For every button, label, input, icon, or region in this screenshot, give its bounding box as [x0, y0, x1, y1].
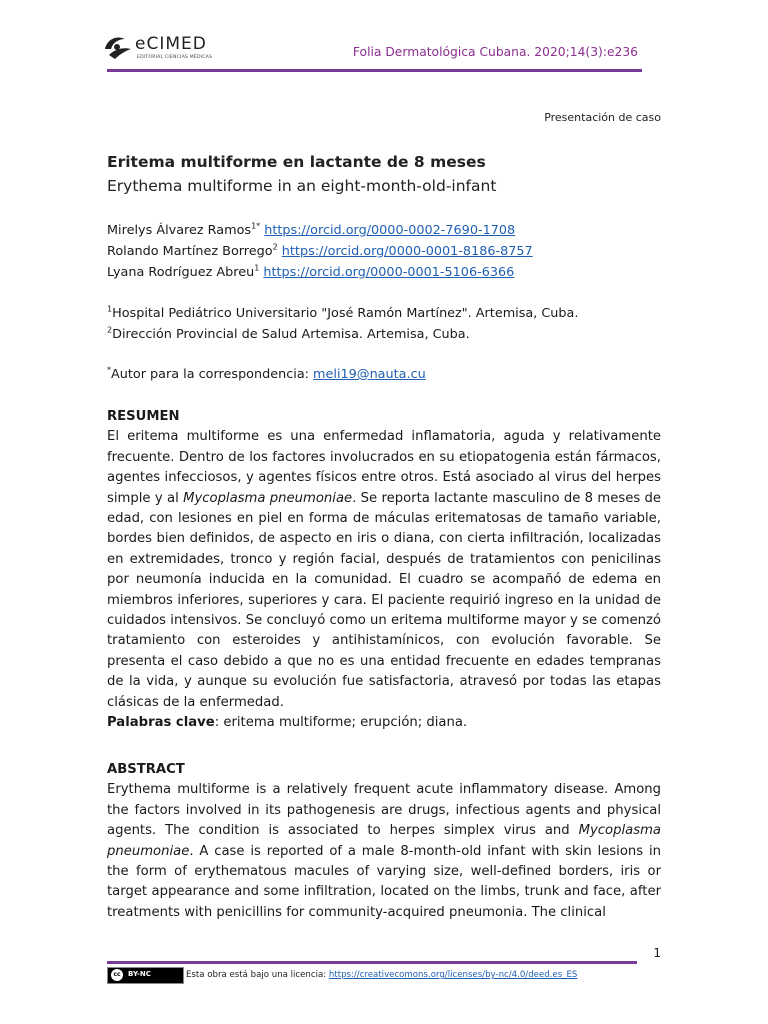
- resumen-text-part: . Se reporta lactante masculino de 8 meses de edad, con lesiones en piel en forma de máculas eritematosas de tamaño variable, bordes bien definidos, de aspecto en iris o diana, con cierta infiltración, localizadas en extremidades, tronco y región facial, después de tratamientos con penicilinas por neumonía inducida en la comunidad. El cuadro se acompañó de edema en miembros inferiores, superiores y cara. El paciente requirió ingreso en la unidad de cuidados intensivos. Se concluyó como un eritema multiforme mayor y se comenzó tratamiento con esteroides y antihistamínicos, con evolución favorable. Se presenta el caso debido a que no es una entidad frecuente en edades tempranas de la vida, y aunque su evolución fue satisfactoria, atravesó por todas las etapas clásicas de la enfermedad.: [107, 490, 661, 710]
- cc-icon: cc: [111, 969, 123, 981]
- article-type: Presentación de caso: [544, 111, 661, 124]
- correspondence-mark: *: [107, 365, 111, 375]
- header-divider: [107, 69, 642, 72]
- correspondence-email-link[interactable]: meli19@nauta.cu: [313, 367, 426, 382]
- affiliation-mark: 1: [107, 304, 113, 314]
- keywords-label: Palabras clave: [107, 715, 215, 731]
- orcid-link[interactable]: https://orcid.org/0000-0001-5106-6366: [263, 265, 515, 280]
- resumen-section: [107, 407, 661, 734]
- affiliation-text: Dirección Provincial de Salud Artemisa. Artemisa, Cuba.: [112, 327, 470, 342]
- abstract-heading: ABSTRACT: [107, 762, 185, 777]
- correspondence-label: Autor para la correspondencia:: [111, 367, 314, 382]
- keywords: [107, 713, 661, 733]
- page-number: 1: [653, 946, 661, 960]
- logo-subtitle: EDITORIAL CIENCIAS MÉDICAS: [137, 55, 213, 60]
- affiliation-item: [107, 303, 578, 324]
- abstract-italic-term: Mycoplasma pneumoniae: [107, 823, 661, 859]
- abstract-section: [107, 760, 661, 923]
- license-link[interactable]: https://creativecomons.org/licenses/by-nc/4.0/deed.es_ES: [328, 970, 578, 980]
- resumen-italic-term: Mycoplasma pneumoniae: [183, 490, 353, 506]
- author-affiliation-mark: 2: [272, 242, 278, 252]
- title-spanish: Eritema multiforme en lactante de 8 meses: [107, 153, 486, 171]
- affiliation-text: Hospital Pediátrico Universitario "José Ramón Martínez". Artemisa, Cuba.: [112, 306, 579, 321]
- license-text: Esta obra está bajo una licencia:: [186, 970, 329, 980]
- footer-divider: [107, 961, 637, 964]
- ecimed-logo: [101, 31, 221, 65]
- author-item: [107, 262, 533, 283]
- resumen-heading: RESUMEN: [107, 409, 180, 424]
- author-list: [107, 220, 533, 283]
- orcid-link[interactable]: https://orcid.org/0000-0001-8186-8757: [281, 244, 533, 259]
- abstract-text: [107, 780, 661, 923]
- license-notice: [186, 970, 577, 980]
- orcid-link[interactable]: https://orcid.org/0000-0002-7690-1708: [264, 223, 516, 238]
- author-affiliation-mark: 1: [254, 263, 260, 273]
- cc-license-label: BY-NC: [128, 970, 151, 978]
- affiliation-item: [107, 324, 578, 345]
- author-item: [107, 241, 533, 262]
- affiliation-list: [107, 303, 578, 345]
- author-name: Lyana Rodríguez Abreu: [107, 265, 255, 280]
- title-english: Erythema multiforme in an eight-month-old-infant: [107, 177, 497, 195]
- ecimed-logo-icon: [101, 31, 133, 61]
- author-item: [107, 220, 533, 241]
- resumen-text-part: El eritema multiforme es una enfermedad inflamatoria, aguda y relativamente frecuente. Dentro de los factores involucrados en su etiopatogenia están fármacos, agentes infecciosos, y agentes físicos entre otros. Está asociado al virus del herpes simple y al: [107, 429, 661, 506]
- journal-reference: Folia Dermatológica Cubana. 2020;14(3):e236: [352, 45, 638, 59]
- creative-commons-badge[interactable]: [107, 967, 184, 984]
- logo-name: eCIMED: [135, 34, 207, 54]
- resumen-text: [107, 427, 661, 713]
- abstract-text-part: . A case is reported of a male 8-month-old infant with skin lesions in the form of erythematous macules of varying size, well-defined borders, iris or target appearance and some infiltration, located on the limbs, trunk and face, after treatments with penicillins for community-acquired pneumonia. The clinical: [107, 843, 661, 920]
- author-affiliation-mark: 1*: [251, 221, 261, 231]
- keywords-text: : eritema multiforme; erupción; diana.: [214, 715, 468, 731]
- correspondence: [107, 367, 426, 382]
- abstract-text-part: Erythema multiforme is a relatively frequent acute inflammatory disease. Among the factors involved in its pathogenesis are drugs, infectious agents and physical agents. The condition is associated to herpes simplex virus and: [107, 782, 661, 839]
- affiliation-mark: 2: [107, 325, 113, 335]
- author-name: Rolando Martínez Borrego: [107, 244, 273, 259]
- author-name: Mirelys Álvarez Ramos: [107, 223, 252, 238]
